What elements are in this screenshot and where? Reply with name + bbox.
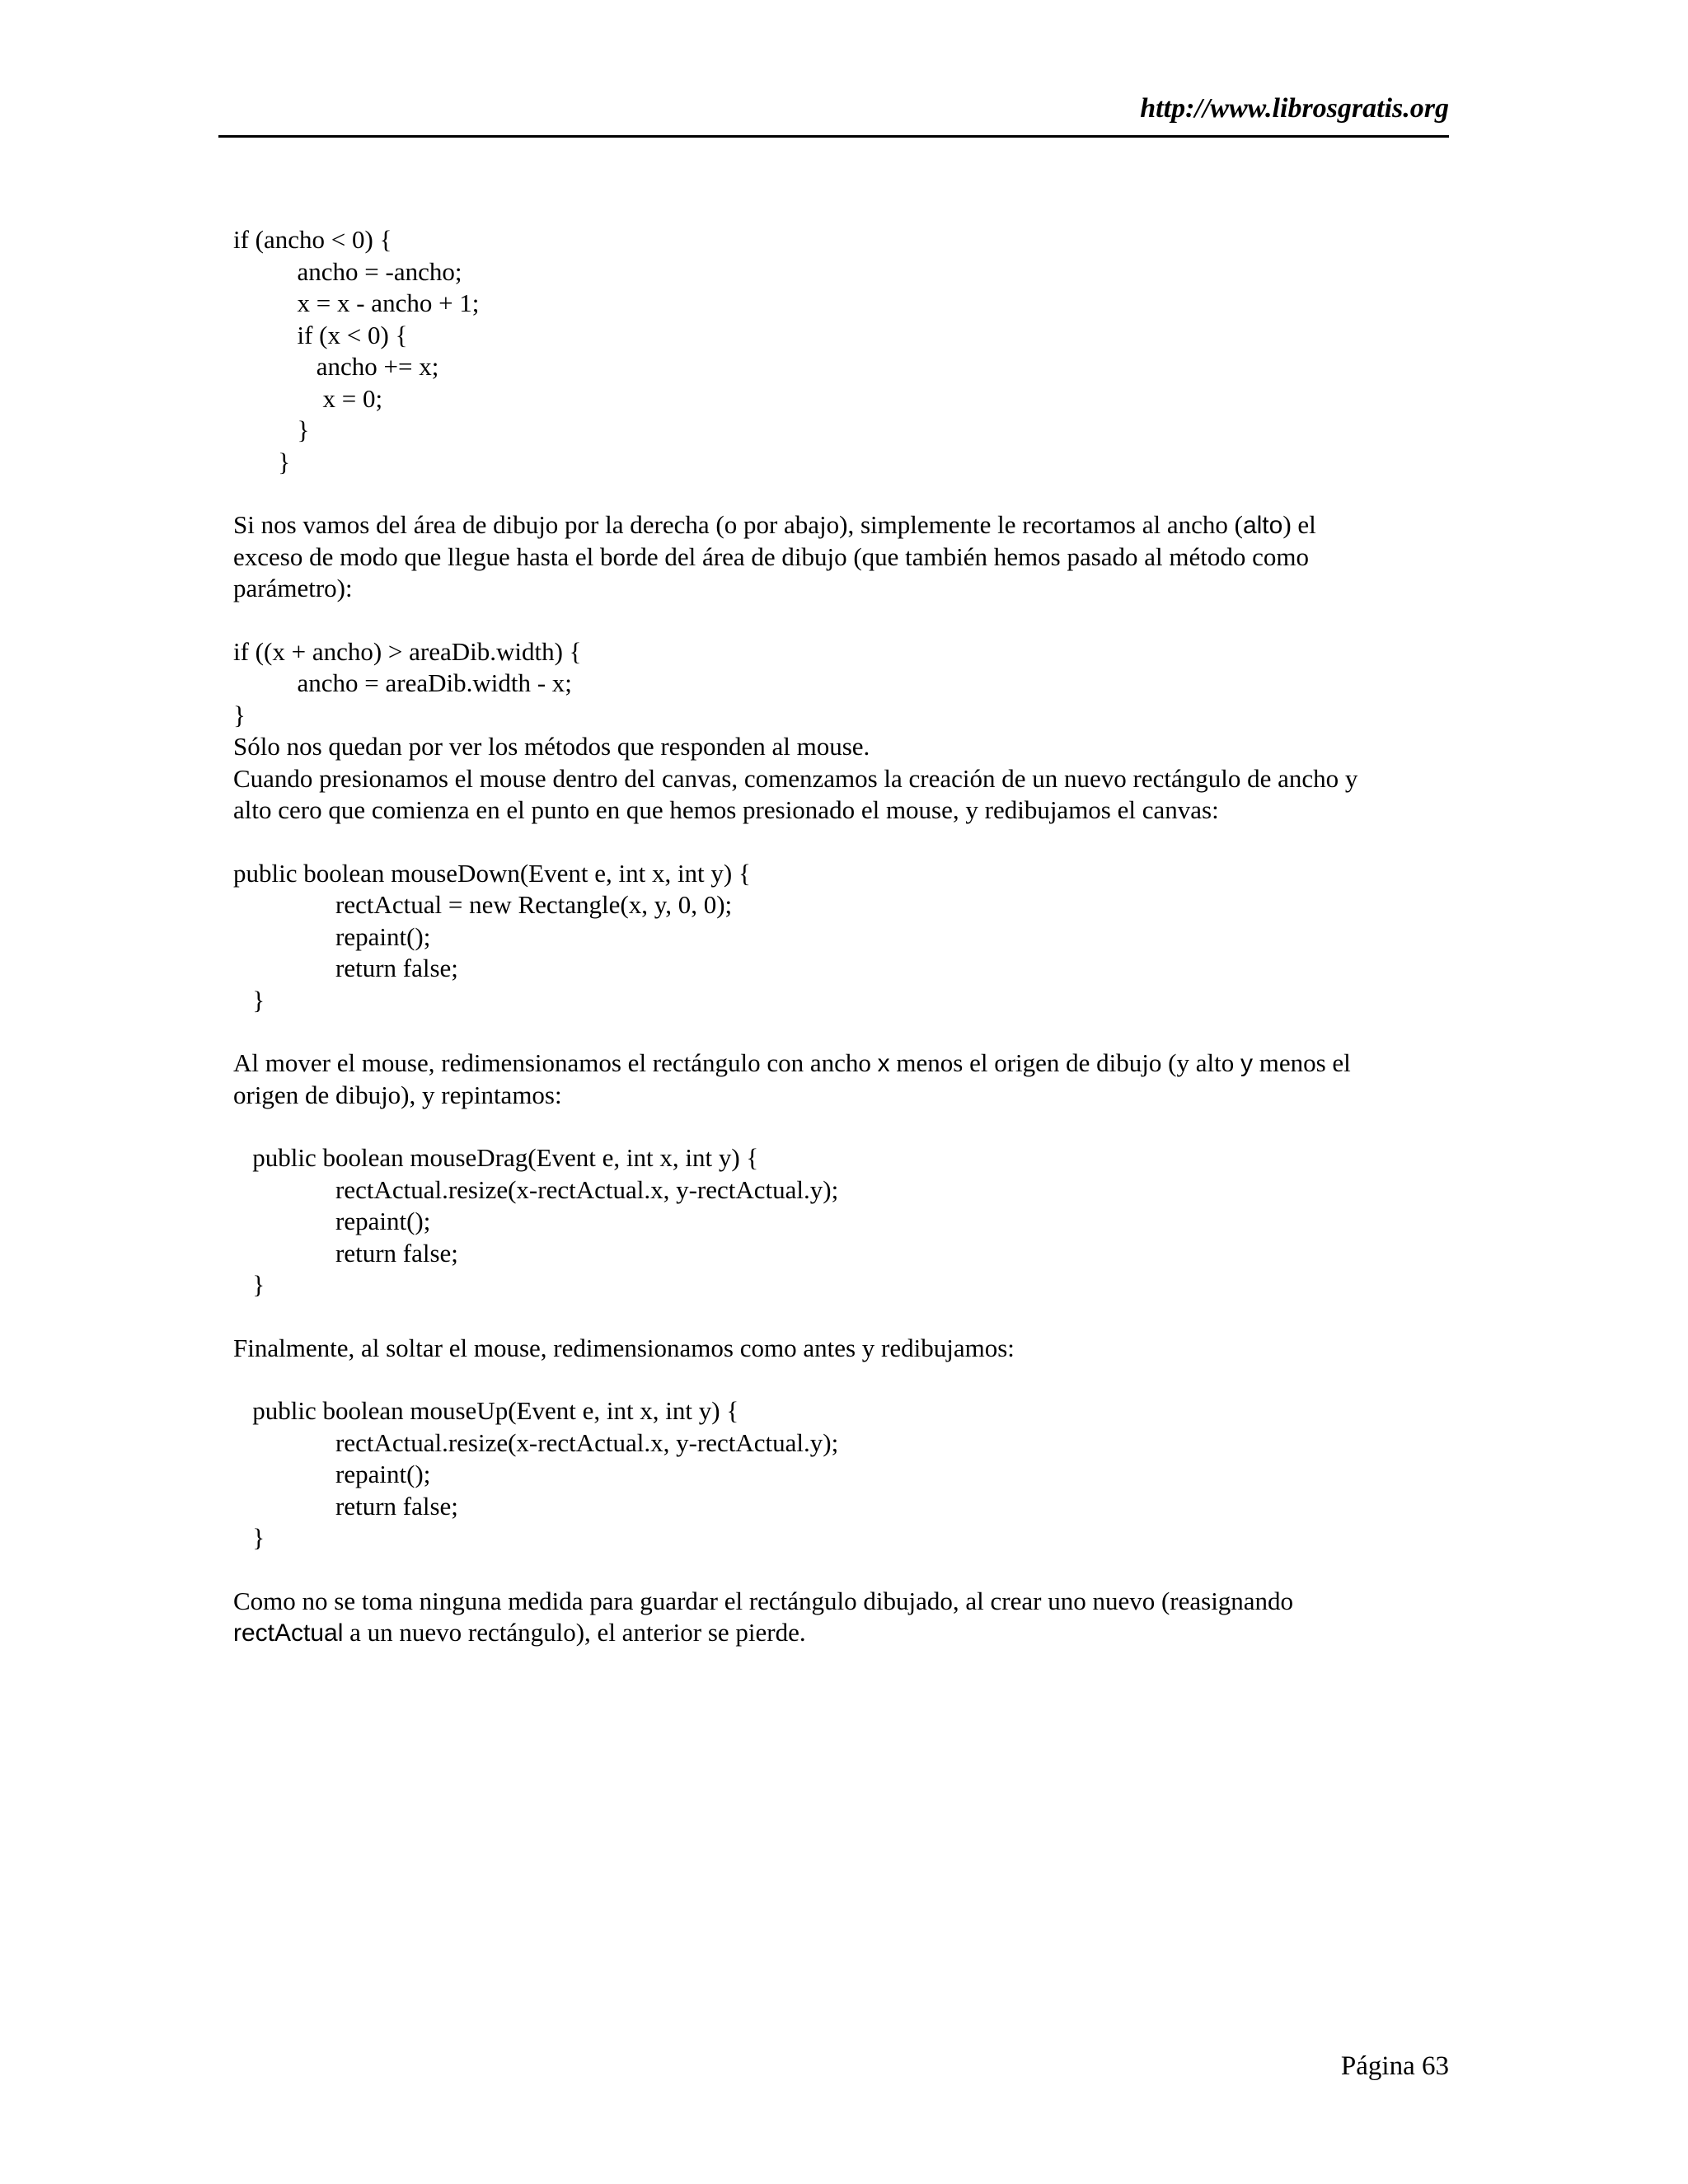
code-line: } — [233, 415, 310, 444]
code-line: if (ancho < 0) { — [233, 225, 392, 254]
code-block-mouse-drag — [233, 1142, 1453, 1301]
paragraph-line: exceso de modo que llegue hasta el borde del área de dibujo (que también hemos pasado al método como — [233, 541, 1310, 571]
code-block-ancho-check — [233, 224, 1453, 478]
code-line: repaint(); — [233, 1460, 431, 1488]
paragraph-line: origen de dibujo), y repintamos: — [233, 1080, 562, 1109]
code-line: } — [233, 985, 265, 1015]
inline-code: alto — [1242, 512, 1283, 539]
code-line: ancho = -ancho; — [233, 256, 462, 286]
inline-code: x — [877, 1050, 890, 1077]
code-block-mouse-down — [233, 858, 1453, 1017]
code-block-mouse-up — [233, 1395, 1453, 1554]
code-line: rectActual.resize(x-rectActual.x, y-rectActual.y); — [233, 1427, 839, 1457]
code-line: public boolean mouseDrag(Event e, int x, int y) { — [233, 1143, 759, 1172]
paragraph-mouse-up — [233, 1333, 1453, 1365]
inline-code: rectActual — [233, 1619, 344, 1647]
header-divider — [218, 135, 1449, 138]
code-line: if ((x + ancho) > areaDib.width) { — [233, 636, 582, 666]
paragraph-line: Cuando presionamos el mouse dentro del canvas, comenzamos la creación de un nuevo rectángulo de ancho y — [233, 763, 1358, 793]
code-line: x = x - ancho + 1; — [233, 288, 480, 317]
code-line: repaint(); — [233, 1207, 431, 1235]
code-line: rectActual = new Rectangle(x, y, 0, 0); — [233, 890, 733, 919]
code-line: } — [233, 700, 246, 729]
code-line: return false; — [233, 954, 458, 982]
code-line: return false; — [233, 1491, 458, 1521]
paragraph-mouse-methods — [233, 731, 1453, 827]
page-number: Página 63 — [1340, 2051, 1449, 2081]
code-block-area-check — [233, 636, 1453, 732]
paragraph-line: Como no se toma ninguna medida para guardar el rectángulo dibujado, al crear uno nuevo (reasignando — [233, 1586, 1294, 1615]
paragraph-conclusion — [233, 1586, 1453, 1649]
paragraph-clip-width — [233, 509, 1453, 605]
paragraph-line: Al mover el mouse, redimensionamos el rectángulo con ancho x menos el origen de dibujo (y alto y menos el — [233, 1048, 1351, 1077]
code-line: } — [233, 447, 291, 476]
code-line: public boolean mouseUp(Event e, int x, int y) { — [233, 1396, 739, 1425]
code-line: rectActual.resize(x-rectActual.x, y-rectActual.y); — [233, 1174, 839, 1204]
code-line: ancho += x; — [233, 352, 439, 381]
code-line: repaint(); — [233, 921, 431, 951]
header-url: http://www.librosgratis.org — [1140, 93, 1449, 124]
paragraph-line: Si nos vamos del área de dibujo por la derecha (o por abajo), simplemente le recortamos al ancho (alto) el — [233, 510, 1316, 539]
code-line: return false; — [233, 1238, 458, 1268]
code-line: ancho = areaDib.width - x; — [233, 668, 572, 697]
code-line: public boolean mouseDown(Event e, int x, int y) { — [233, 858, 751, 888]
body-text — [233, 224, 1453, 1649]
code-line: } — [233, 1270, 265, 1299]
paragraph-line: Sólo nos quedan por ver los métodos que responden al mouse. — [233, 732, 870, 761]
code-line: x = 0; — [233, 383, 383, 413]
code-line: if (x < 0) { — [233, 320, 408, 349]
paragraph-mouse-drag — [233, 1047, 1453, 1111]
inline-code: y — [1240, 1050, 1253, 1077]
code-line: } — [233, 1523, 265, 1552]
paragraph-line: rectActual a un nuevo rectángulo), el anterior se pierde. — [233, 1618, 806, 1647]
paragraph-line: parámetro): — [233, 574, 353, 602]
paragraph-line: alto cero que comienza en el punto en que hemos presionado el mouse, y redibujamos el canvas: — [233, 795, 1219, 824]
paragraph-line: Finalmente, al soltar el mouse, redimensionamos como antes y redibujamos: — [233, 1333, 1015, 1362]
